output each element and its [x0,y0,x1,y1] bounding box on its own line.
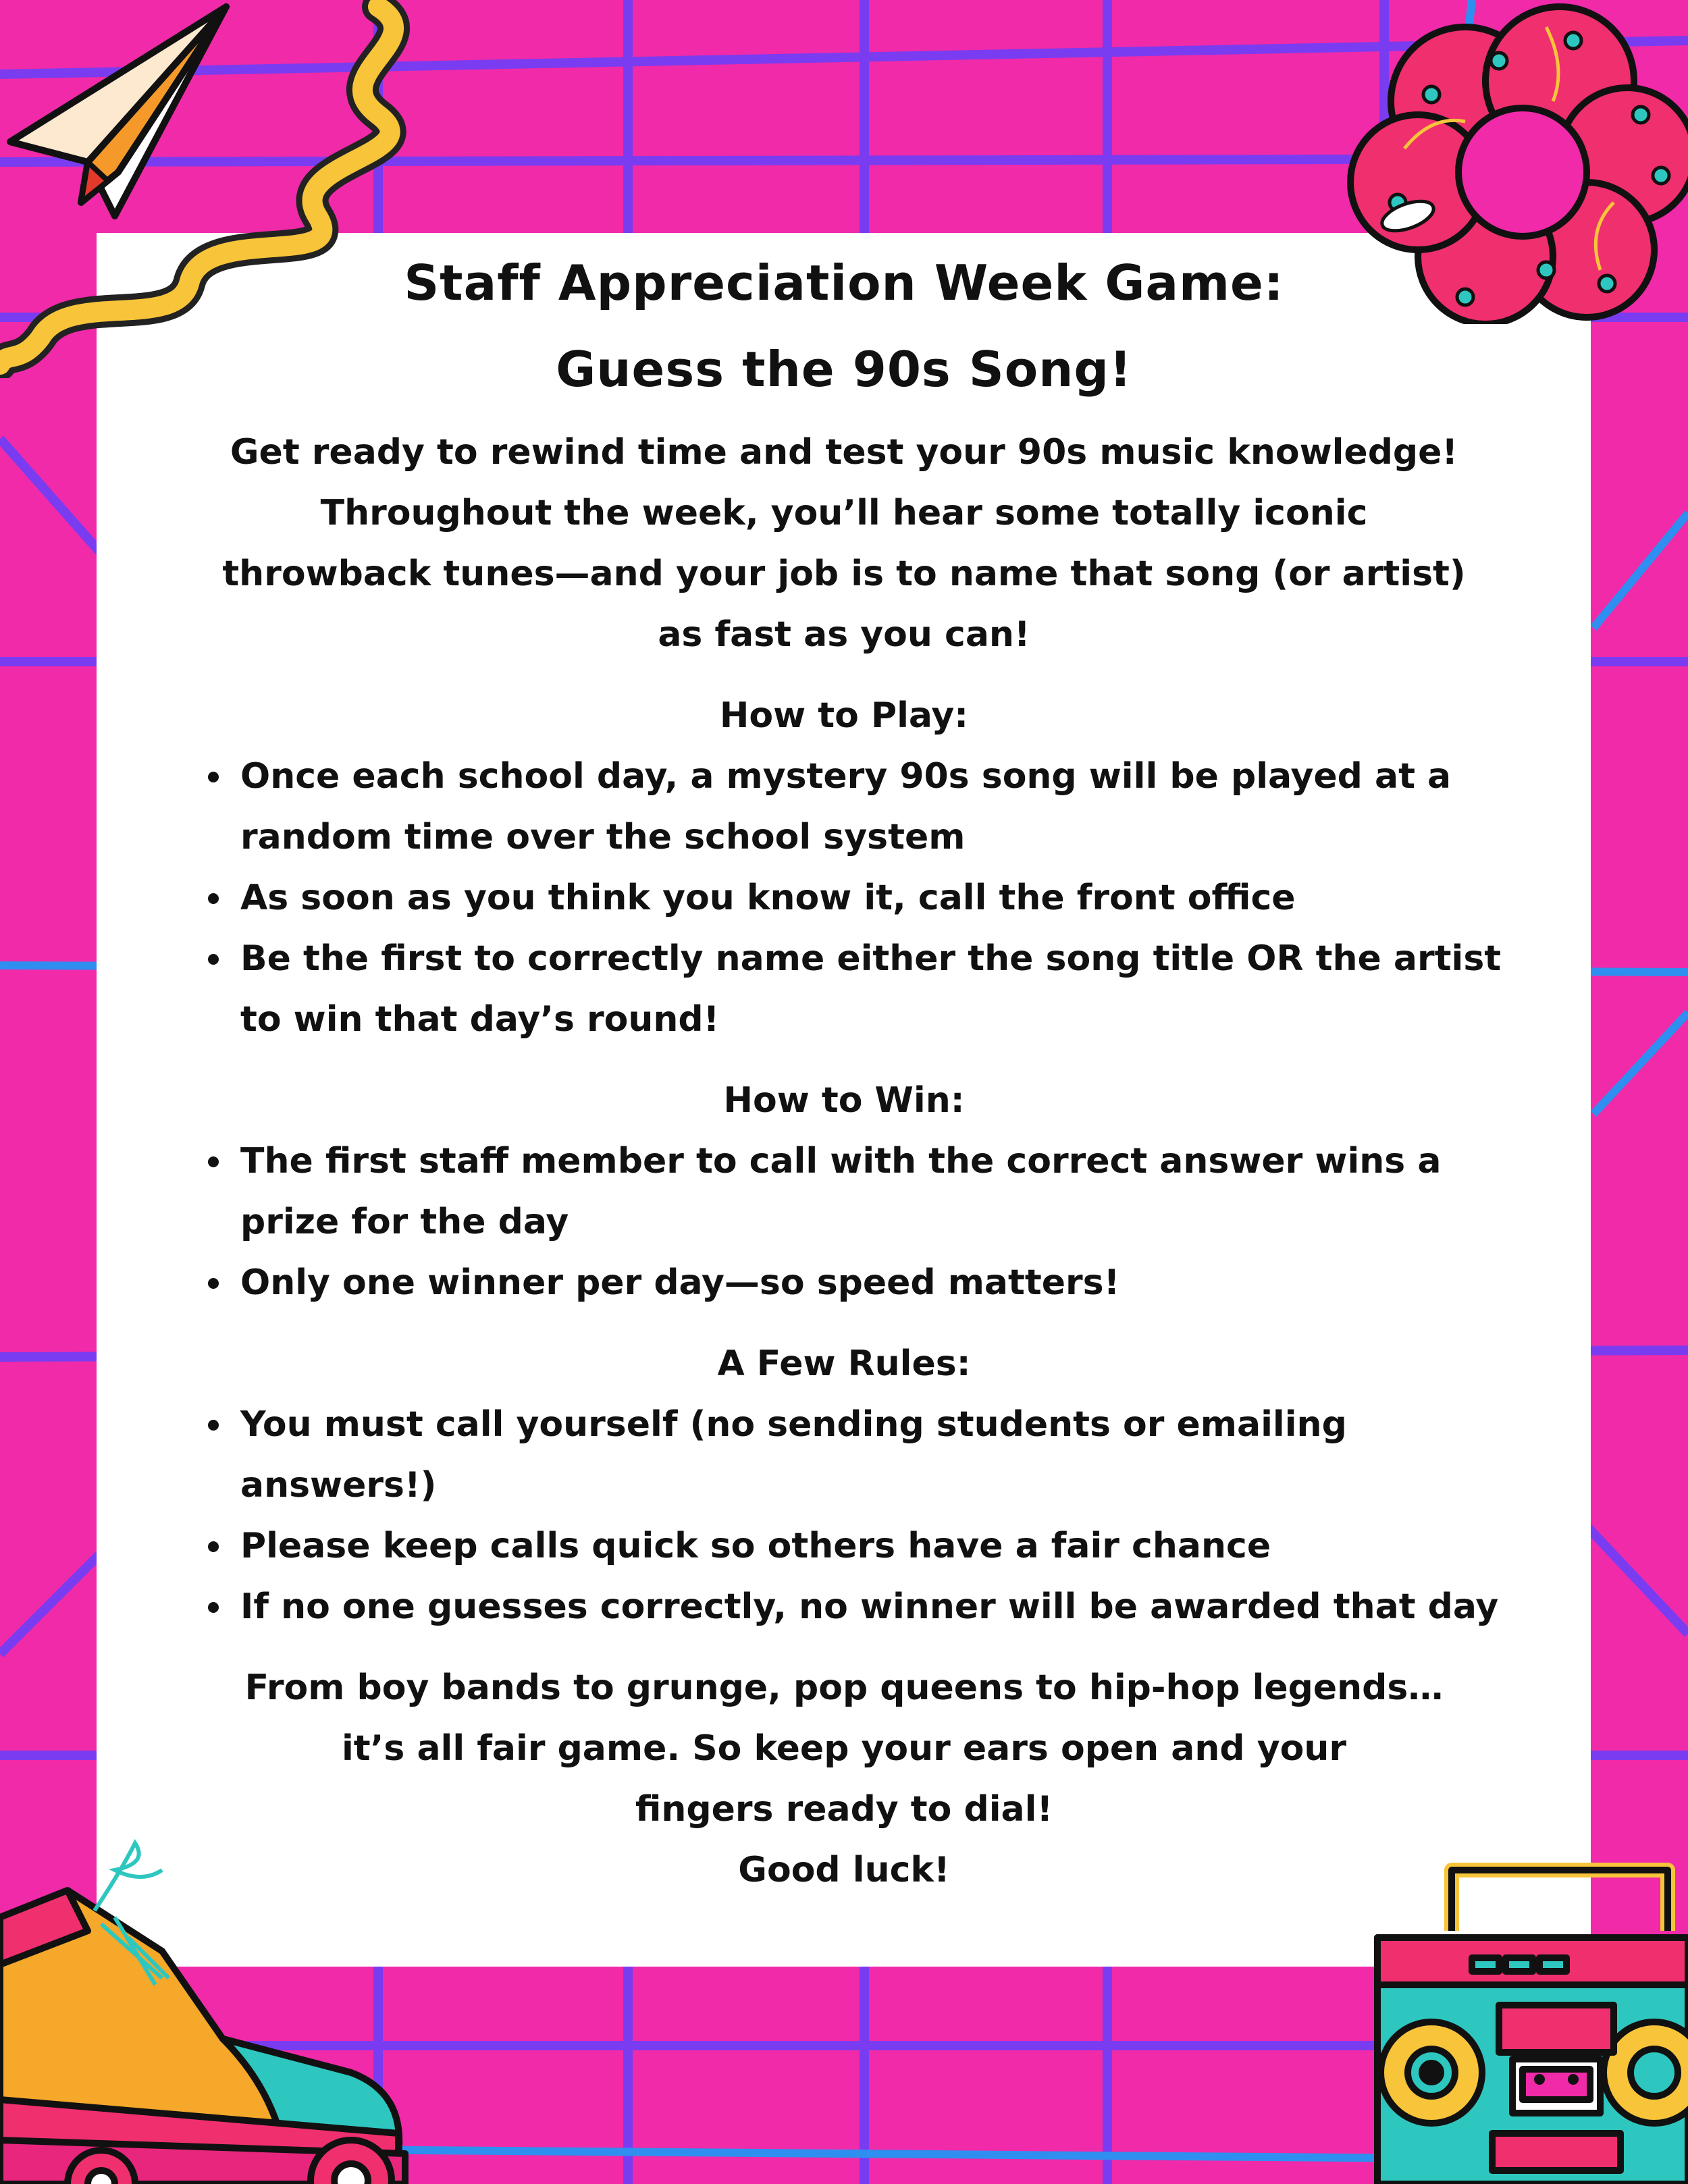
list-item [240,1576,1533,1637]
list-item [240,868,1533,928]
list-item-text: Only one winner per day—so speed matters! [240,1262,1120,1303]
intro-line: Get ready to rewind time and test your 90s music knowledge! [230,432,1458,473]
list-item [240,1394,1533,1516]
title-line-2: Guess the 90s Song! [556,341,1132,398]
how-to-win-list [155,1131,1533,1313]
intro-line: as fast as you can! [658,614,1030,655]
boombox-icon [1371,1857,1688,2184]
list-item-text: The first staff member to call with the correct answer wins a prize for the day [240,1141,1442,1242]
list-item-text: You must call yourself (no sending students or emailing answers!) [240,1404,1347,1506]
outro-line: From boy bands to grunge, pop queens to hip-hop legends… [244,1668,1444,1708]
intro-line: throwback tunes—and your job is to name that song (or artist) [222,554,1466,594]
outro-line: fingers ready to dial! [635,1789,1053,1830]
list-item [240,1252,1533,1313]
how-to-play-list [155,746,1533,1050]
list-item [240,1516,1533,1576]
outro-line: it’s all fair game. So keep your ears open and your [341,1728,1347,1769]
title-line-1: Staff Appreciation Week Game: [404,255,1284,311]
how-to-play-heading: How to Play: [719,695,969,736]
intro-paragraph [155,422,1533,665]
bullet-icon [208,893,219,904]
poster-title [155,240,1533,412]
bullet-icon [208,1602,219,1613]
list-item-text: Please keep calls quick so others have a fair chance [240,1526,1271,1566]
list-item [240,1131,1533,1252]
rules-heading: A Few Rules: [717,1343,971,1384]
how-to-win-heading: How to Win: [723,1080,965,1121]
outro-line: Good luck! [738,1850,950,1890]
list-item-text: Be the first to correctly name either the song title OR the artist to win that day’s round! [240,938,1502,1040]
paper-plane-icon [0,0,243,230]
rules-list [155,1394,1533,1637]
list-item-text: If no one guesses correctly, no winner will be awarded that day [240,1587,1499,1627]
list-item-text: Once each school day, a mystery 90s song will be played at a random time over the school system [240,756,1452,857]
list-item-text: As soon as you think you know it, call the front office [240,878,1296,918]
list-item [240,928,1533,1050]
bullet-icon [208,1278,219,1289]
poster-content [155,240,1533,1900]
bullet-icon [208,1420,219,1431]
outro-paragraph [155,1657,1533,1900]
intro-line: Throughout the week, you’ll hear some totally iconic [320,493,1368,533]
list-item [240,746,1533,868]
bullet-icon [208,1541,219,1552]
bullet-icon [208,954,219,965]
bullet-icon [208,772,219,782]
bullet-icon [208,1156,219,1167]
